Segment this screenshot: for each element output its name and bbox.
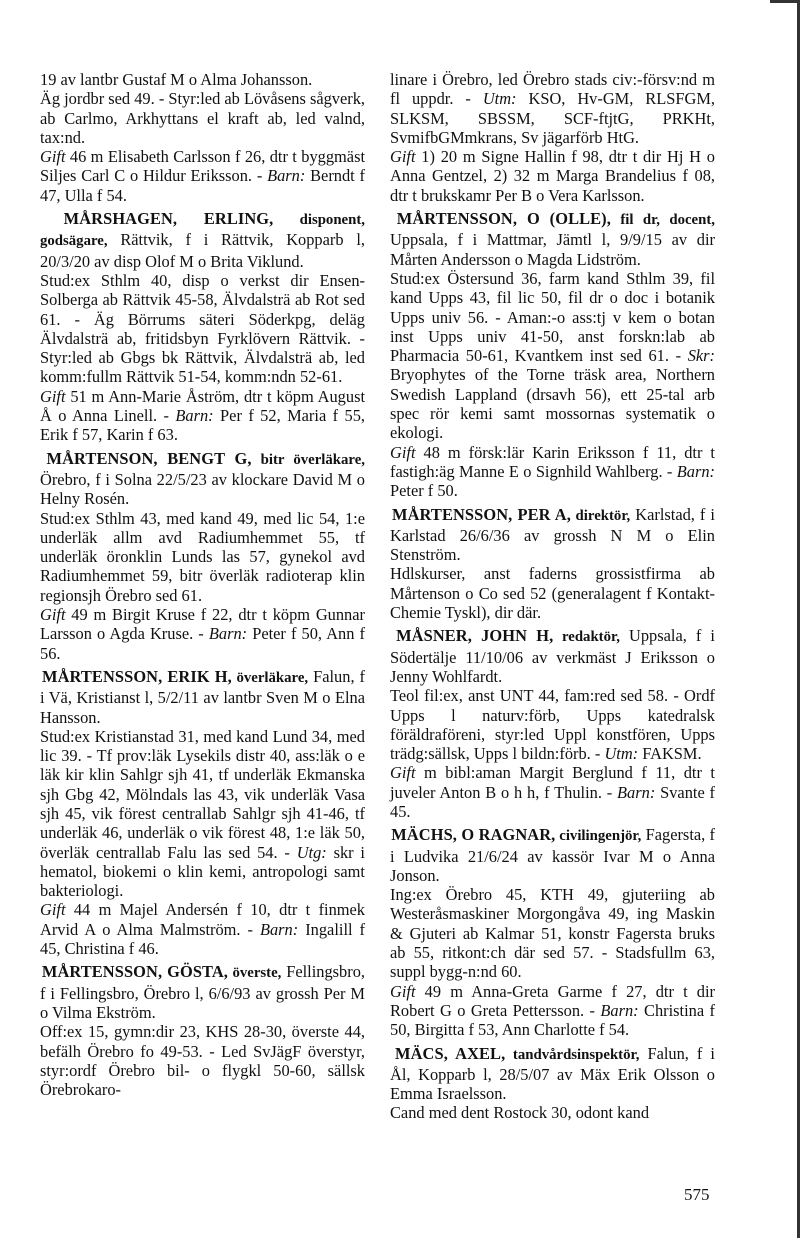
children-text: Berndt f 47, Ulla f 54. [40,166,365,205]
entry-marriage [390,443,715,501]
entry-body-tail: skr i hematol, biokemi o klin kemi, antropologi samt bakteriologi. [40,842,365,901]
children-text: Christina f 50, Birgitta f 53, Ann Charlotte f 54. [390,1000,715,1040]
marriage-text: 49 m Anna-Greta Garme f 27, dtr t dir Robert G o Greta Pettersson. - [390,981,715,1020]
entry-intro: Falun, f i Ål, Kopparb l, 28/5/07 av Mäx Erik Olsson o Emma Israelsson. [390,1043,715,1104]
children-text: Svante f 45. [390,782,715,821]
person-title: redaktör, [553,629,620,646]
entry-heading [390,1044,715,1104]
entry-body: Hdlskurser, anst faderns grossistfirma ab Mårtenson o Co sed 52 (generalagent f Kontakt-Chemie Tyskl), dir där. [390,564,715,623]
children-label: Barn: [259,919,299,939]
entry-marriage [40,900,365,958]
entry-body: Stud:ex Sthlm 40, disp o verkst dir Ensen-Solberga ab Rättvik 45-58, Älvdalsträ ab Rot sed 61. - Äg Börrums säteri Söderkpg, deläg Älvdalsträ ab, fritidsbyn Fyrklövern Rättvik. - Styr:led ab Gbgs bk Rättvik, Älvdalsträ ab, led komm:fullm Rättvik 51-54, komm:ndn 52-61. [40,270,365,387]
continuation-text: Äg jordbr sed 49. - Styr:led ab Lövåsens sågverk, ab Carlmo, Arkhyttans el kraft ab, led valnd, tax:nd. [40,89,366,147]
marriage-text: 48 m försk:lär Karin Eriksson f 11, dtr t fastigh:äg Manne E o Signhild Wahlberg. - [390,442,715,481]
children-label: Barn: [617,782,656,802]
entry-intro: Uppsala, f i Mattmar, Jämtl l, 9/9/15 av dir Mårten Andersson o Magda Lidström. [390,230,715,269]
honors-label: Utm: [482,89,517,109]
person-name: MÄCHS, O RAGNAR, [391,825,556,845]
person-name: MÅRTENSSON, PER A, [392,504,571,524]
marriage-label: Gift [390,442,416,462]
marriage-label: Gift [40,605,66,625]
continuation-text [390,70,715,147]
entry-body [40,727,365,901]
continuation-text: 19 av lantbr Gustaf M o Alma Johansson. [40,70,313,89]
entry-intro: Falun, f i Vä, Kristianst l, 5/2/11 av lantbr Sven M o Elna Hansson. [40,666,366,727]
biography-entry [390,825,715,1039]
person-title: överste, [228,965,282,982]
person-name: MÅSNER, JOHN H, [396,626,554,646]
person-name: MÅRTENSSON, ERIK H, [42,666,232,686]
person-title: tandvårdsinspektör, [505,1046,640,1063]
children-label: Barn: [208,624,248,644]
biography-entry [40,962,365,1099]
biography-entry [390,1044,715,1123]
entry-body: Ing:ex Örebro 45, KTH 49, gjuteriing ab Westeråsmaskiner Morgongåva 49, ing Maskin & Gjuteri ab Kalmar 51, konstr Fagersta bruks ab 55, ritkont:ch där sed 57. - Stadsfullm 63, suppl bygg-n:nd 60. [390,885,715,982]
person-title: bitr överläkare, [251,451,365,468]
entry-intro: Karlstad, f i Karlstad 26/6/36 av grossh N M o Elin Stenström. [390,504,715,565]
marriage-label: Gift [390,147,416,167]
entry-body: Cand med dent Rostock 30, odont kand [390,1103,650,1123]
entry-body-tail: FAKSM. [638,744,702,764]
biography-entry [40,667,365,958]
children-label: Barn: [175,406,214,426]
person-title: direktör, [570,507,631,524]
marriage-label: Gift [390,763,416,783]
person-title: överläkare, [231,669,309,686]
person-name: MÅRTENSSON, GÖSTA, [41,962,228,982]
entry-heading [40,667,365,727]
biography-entry [390,209,715,500]
entry-heading [40,209,365,271]
entry-body-text: Stud:ex Östersund 36, farm kand Sthlm 39, fil kand Upps 43, fil lic 50, fil dr o doc i botanik Upps univ 56. - Aman:-o ass:tj v kem o botan inst Upps univ 41-50, anst forskn:lab ab Pharmacia 50-61, Kvantkem inst sed 61. - [390,268,715,366]
entry-intro: Örebro, f i Solna 22/5/23 av klockare David M o Helny Rosén. [40,469,365,509]
entry-body-text: Stud:ex Kristianstad 31, med kand Lund 34, med lic 39. - Tf prov:läk Lysekils distr 40, ass:läk o e läk kir klin Sahlgr sjh 41, tf underläk Ekmanska sjh Gbg 42, Mölndals las 43, vik underläk Vasa sjh 45, vik förest centrallab Sahlgr sjh 41-46, tf underläk 46, underläk o vik förest 48, 1:e läk 50, överläk centrallab Falu las sed 54. - [40,726,365,862]
person-name: MÄCS, AXEL, [395,1043,506,1063]
entry-heading [390,825,715,885]
entry-body: Off:ex 15, gymn:dir 23, KHS 28-30, överste 44, befälh Örebro fo 49-53. - Led SvJägF överstyr, styr:ordf Örebro bil- o flygkl 50-60, sällsk Örebrokaro- [40,1022,365,1100]
children-label: Barn: [600,1000,639,1020]
entry-marriage [40,387,365,445]
entry-intro: Fagersta, f i Ludvika 21/6/24 av kassör Ivar M o Anna Jonson. [390,825,715,885]
continuation-marriage [390,147,715,205]
entry-heading [40,449,365,509]
marriage-text: 49 m Birgit Kruse f 22, dtr t köpm Gunnar Larsson o Agda Kruse. - [40,605,365,644]
entry-body [390,686,715,763]
entry-body-text: Teol fil:ex, anst UNT 44, fam:red sed 58. - Ordf Upps l naturv:förb, Upps katedralsk föräldraföreni, styr:led Uppl konstfören, Upps trädg:sällsk, Upps l bildn:förb. - [390,686,715,764]
marriage-text: 44 m Majel Andersén f 10, dtr t finmek Arvid A o Alma Malmström. - [40,900,365,939]
page-corner-line [770,0,800,3]
person-name: MÅRTENSON, BENGT G, [46,448,252,468]
person-title: fil dr, docent, [610,212,715,229]
entry-marriage [390,982,715,1040]
entry-marriage [390,763,715,821]
entry-marriage [40,605,365,663]
publications-label: Utg: [296,842,327,862]
children-text: Peter f 50. [390,481,458,501]
publications-label: Skr: [687,346,715,366]
person-title: disponent, godsägare, [40,212,365,250]
marriage-label: Gift [390,981,416,1001]
person-name: MÅRSHAGEN, ERLING, [63,209,274,229]
entry-heading [390,505,715,565]
children-text: Per f 52, Maria f 55, Erik f 57, Karin f 63. [40,406,365,445]
continuation-marriage [40,147,365,205]
marriage-text: 46 m Elisabeth Carlsson f 26, dtr t byggmäst Siljes Carl C o Hildur Eriksson. - [40,147,365,186]
marriage-label: Gift [40,386,66,406]
children-label: Barn: [267,166,306,186]
marriage-label: Gift [40,147,66,167]
right-column [390,70,715,1123]
marriage-text: 51 m Ann-Marie Åström, dtr t köpm August Å o Anna Linell. - [40,386,365,426]
entry-body [390,269,715,443]
biography-entry [40,449,365,663]
entry-heading [40,962,365,1022]
children-text: Ingalill f 45, Christina f 46. [40,919,365,959]
marriage-label: Gift [40,900,66,920]
entry-body: Stud:ex Sthlm 43, med kand 49, med lic 54, 1:e underläk allm avd Radiumhemmet 55, tf underläk öronklin Lunds las 57, gynekol avd Radiumhemmet 59, bitr överläk radioterap klin regionsjh Örebro sed 61. [40,508,365,605]
entry-intro: Uppsala, f i Södertälje 11/10/06 av verkmäst J Eriksson o Jenny Wohlfardt. [390,626,715,686]
person-title: civilingenjör, [555,828,642,845]
children-text: Peter f 50, Ann f 56. [40,624,365,663]
entry-heading [390,626,715,686]
honors-label: Utm: [604,744,639,764]
entry-body-tail: Bryophytes of the Torne träsk area, Northern Swedish Lappland (drsavh 56), ett 25-tal arb spec rör kemi samt mossornas systematik o ekologi. [390,365,715,443]
continuation-body: linare i Örebro, led Örebro stads civ:-försv:nd m fl uppdr. - [390,70,715,109]
biography-entry [40,209,365,445]
biography-entry [390,505,715,623]
children-label: Barn: [676,461,715,481]
entry-intro: Fellingsbro, f i Fellingsbro, Örebro l, 6/6/93 av grossh Per M o Vilma Ekström. [40,962,365,1022]
page-number: 575 [684,1185,710,1204]
marriage-text: m bibl:aman Margit Berglund f 11, dtr t juveler Anton B o h h, f Thulin. - [390,763,715,802]
entry-heading [390,209,715,269]
biography-entry [390,626,715,821]
left-column [40,70,365,1099]
person-name: MÅRTENSSON, O (OLLE), [396,209,611,229]
continuation-tail: KSO, Hv-GM, RLSFGM, SLKSM, SBSSM, SCF-ftjtG, PRKHt, SvmifbGMmkrans, Sv jägarförb HtG. [390,89,715,147]
entry-intro: Rättvik, f i Rättvik, Kopparb l, 20/3/20 av disp Olof M o Brita Viklund. [40,230,365,271]
marriage-text: 1) 20 m Signe Hallin f 98, dtr t dir Hj H o Anna Gentzel, 2) 32 m Marga Brandelius f 08, dtr t brukskamr Per B o Vera Karlsson. [390,147,715,205]
